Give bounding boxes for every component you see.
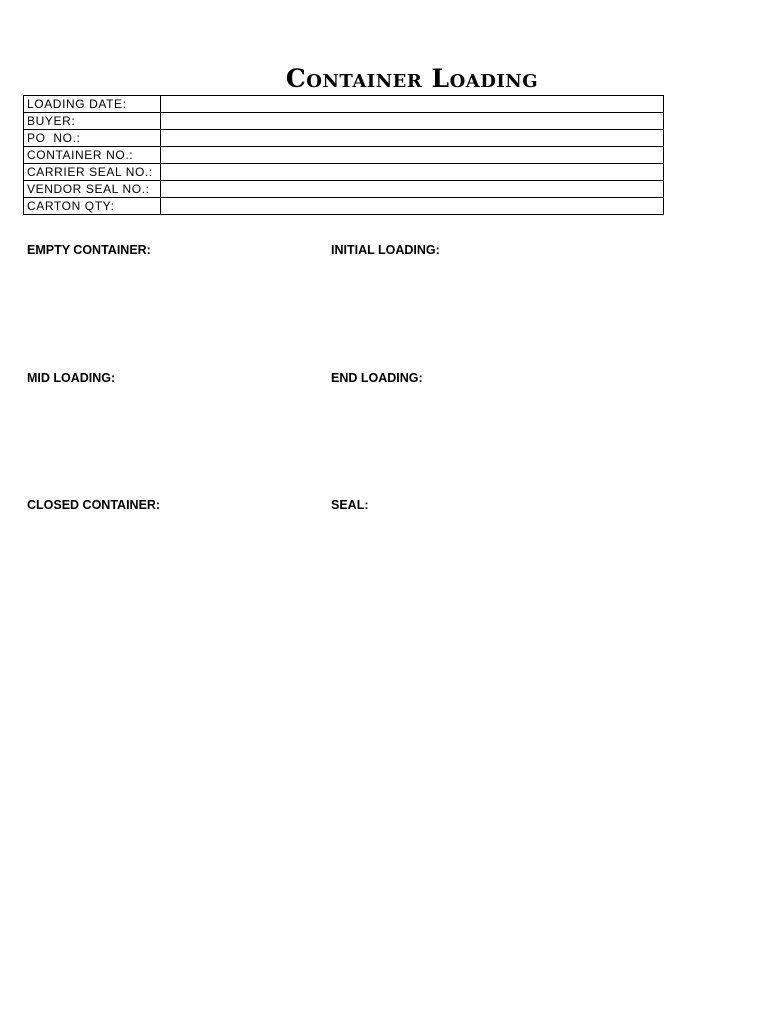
loading-date-label: LOADING DATE: xyxy=(24,96,161,113)
initial-loading-label: INITIAL LOADING: xyxy=(331,243,440,257)
carrier-seal-number-label: CARRIER SEAL NO.: xyxy=(24,164,161,181)
document-title: Container Loading xyxy=(285,64,539,93)
table-row xyxy=(24,113,664,130)
closed-container-label: CLOSED CONTAINER: xyxy=(27,498,161,512)
vendor-seal-number-field[interactable] xyxy=(161,181,664,198)
po-number-field[interactable] xyxy=(161,130,664,147)
table-row xyxy=(24,130,664,147)
po-number-label: PO NO.: xyxy=(24,130,161,147)
empty-container-label: EMPTY CONTAINER: xyxy=(27,243,151,257)
table-row xyxy=(24,164,664,181)
carton-qty-field[interactable] xyxy=(161,198,664,215)
buyer-label: BUYER: xyxy=(24,113,161,130)
carrier-seal-number-field[interactable] xyxy=(161,164,664,181)
table-row xyxy=(24,181,664,198)
buyer-field[interactable] xyxy=(161,113,664,130)
seal-label: SEAL: xyxy=(331,498,369,512)
vendor-seal-number-label: VENDOR SEAL NO.: xyxy=(24,181,161,198)
table-row xyxy=(24,147,664,164)
table-row xyxy=(24,198,664,215)
mid-loading-label: MID LOADING: xyxy=(27,371,116,385)
container-number-field[interactable] xyxy=(161,147,664,164)
carton-qty-label: CARTON QTY: xyxy=(24,198,161,215)
table-row xyxy=(24,96,664,113)
shipment-info-table xyxy=(23,95,664,215)
container-number-label: CONTAINER NO.: xyxy=(24,147,161,164)
loading-date-field[interactable] xyxy=(161,96,664,113)
end-loading-label: END LOADING: xyxy=(331,371,423,385)
